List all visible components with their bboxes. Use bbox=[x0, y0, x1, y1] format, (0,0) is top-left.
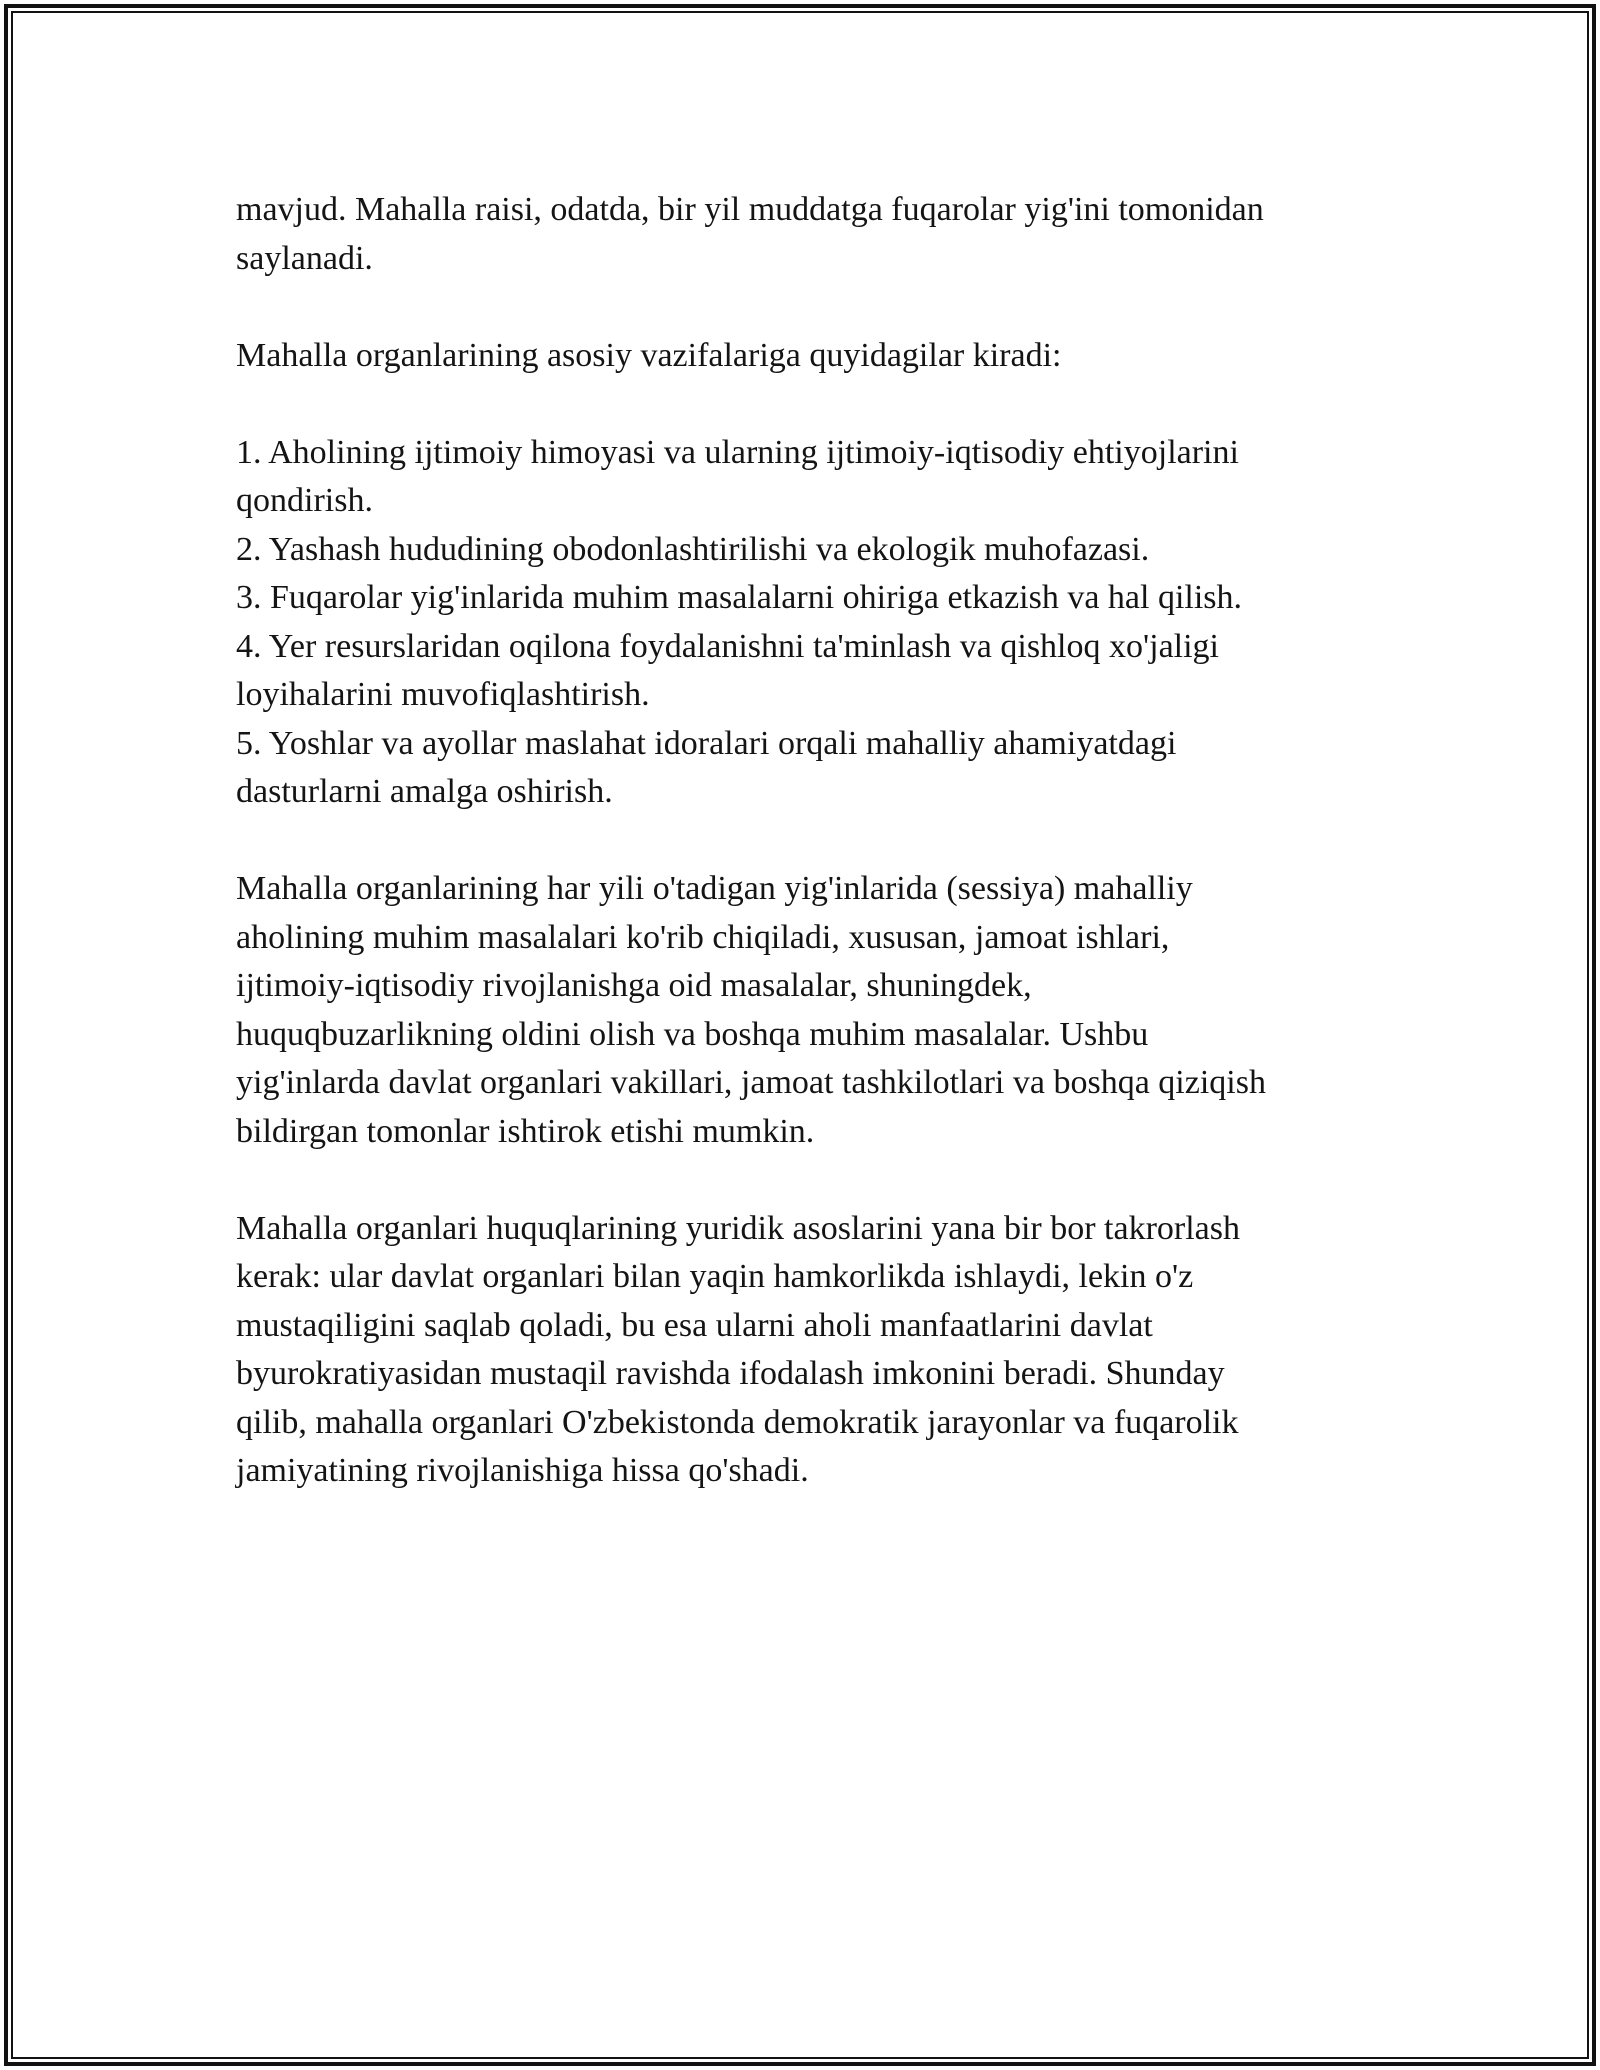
sessions-paragraph bbox=[236, 865, 1366, 1156]
document-body bbox=[236, 186, 1366, 1496]
text-line: bildirgan tomonlar ishtirok etishi mumkin. bbox=[236, 1112, 815, 1150]
closing-paragraph bbox=[236, 1205, 1366, 1496]
list-line: loyihalarini muvofiqlashtirish. bbox=[236, 676, 650, 713]
text-line: huquqbuzarlikning oldini olish va boshqa muhim masalalar. Ushbu bbox=[236, 1015, 1149, 1053]
paragraph-spacer bbox=[236, 1156, 1366, 1205]
text-line: Mahalla organlarining har yili o'tadigan yig'inlarida (sessiya) mahalliy bbox=[236, 870, 1193, 907]
text-line: saylanadi. bbox=[236, 239, 373, 277]
list-line: 4. Yer resurslaridan oqilona foydalanishni ta'minlash va qishloq xo'jaligi bbox=[236, 627, 1219, 665]
list-line: 2. Yashash hududining obodonlashtirilishi va ekologik muhofazasi. bbox=[236, 530, 1150, 568]
text-line: mustaqiligini saqlab qoladi, bu esa ularni aholi manfaatlarini davlat bbox=[236, 1306, 1153, 1344]
list-line: qondirish. bbox=[236, 482, 373, 519]
text-line: aholining muhim masalalari ko'rib chiqiladi, xususan, jamoat ishlari, bbox=[236, 918, 1170, 956]
text-line: ijtimoiy-iqtisodiy rivojlanishga oid masalalar, shuningdek, bbox=[236, 967, 1032, 1004]
list-heading: Mahalla organlarining asosiy vazifalariga quyidagilar kiradi: bbox=[236, 336, 1062, 374]
text-line: jamiyatining rivojlanishiga hissa qo'shadi. bbox=[236, 1452, 809, 1489]
text-line: Mahalla organlari huquqlarining yuridik asoslarini yana bir bor takrorlash bbox=[236, 1209, 1240, 1247]
intro-paragraph bbox=[236, 186, 1366, 283]
list-line: 1. Aholining ijtimoiy himoyasi va ularning ijtimoiy-iqtisodiy ehtiyojlarini bbox=[236, 433, 1239, 471]
text-line: mavjud. Mahalla raisi, odatda, bir yil muddatga fuqarolar yig'ini tomonidan bbox=[236, 191, 1264, 228]
text-line: yig'inlarda davlat organlari vakillari, jamoat tashkilotlari va boshqa qiziqish bbox=[236, 1064, 1266, 1101]
list-line: 5. Yoshlar va ayollar maslahat idoralari orqali mahalliy ahamiyatdagi bbox=[236, 724, 1177, 762]
text-line: kerak: ular davlat organlari bilan yaqin hamkorlikda ishlaydi, lekin o'z bbox=[236, 1258, 1194, 1295]
paragraph-spacer bbox=[236, 817, 1366, 866]
text-line: byurokratiyasidan mustaqil ravishda ifodalash imkonini beradi. Shunday bbox=[236, 1355, 1225, 1392]
text-line: qilib, mahalla organlari O'zbekistonda demokratik jarayonlar va fuqarolik bbox=[236, 1403, 1239, 1441]
list-line: 3. Fuqarolar yig'inlarida muhim masalalarni ohiriga etkazish va hal qilish. bbox=[236, 579, 1243, 616]
list-line: dasturlarni amalga oshirish. bbox=[236, 773, 613, 810]
paragraph-spacer bbox=[236, 380, 1366, 429]
paragraph-spacer bbox=[236, 283, 1366, 332]
duties-list bbox=[236, 429, 1366, 817]
